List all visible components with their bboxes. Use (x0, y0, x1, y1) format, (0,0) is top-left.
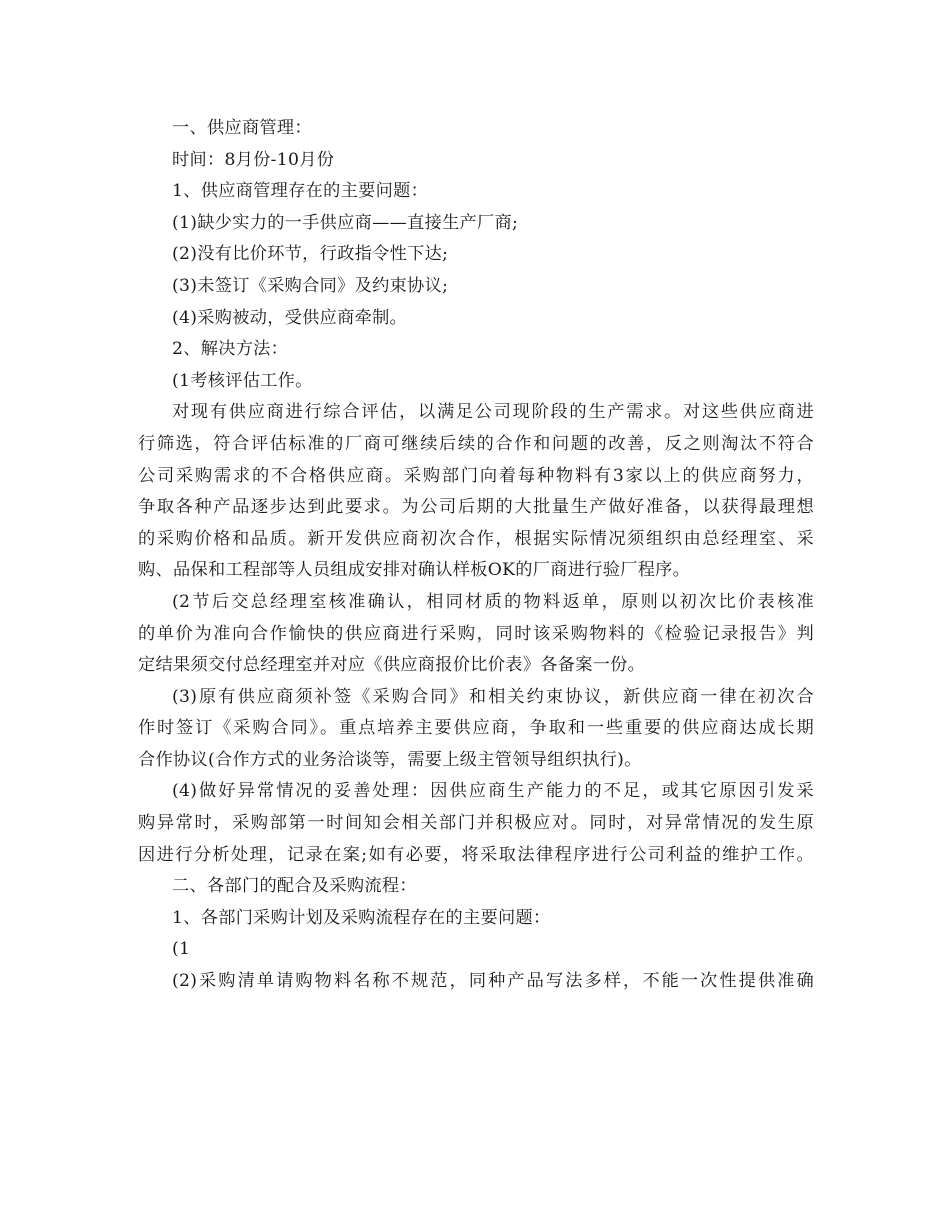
text-line: 购异常时，采购部第一时间知会相关部门并积极应对。同时，对异常情况的发生原 (138, 813, 814, 834)
text-line: 时间：8月份-10月份 (172, 149, 335, 170)
text-line: 的单价为准向合作愉快的供应商进行采购，同时该采购物料的《检验记录报告》判 (138, 623, 814, 644)
document-body (138, 113, 814, 998)
text-line: 二、各部门的配合及采购流程： (172, 876, 417, 897)
text-line: (4)做好异常情况的妥善处理：因供应商生产能力的不足，或其它原因引发采 (172, 781, 814, 802)
text-line: (1)缺少实力的一手供应商——直接生产厂商; (172, 212, 519, 233)
text-line: (3)未签订《采购合同》及约束协议; (172, 275, 449, 296)
text-line: 公司采购需求的不合格供应商。采购部门向着每种物料有3家以上的供应商努力， (138, 465, 814, 486)
text-line: 定结果须交付总经理室并对应《供应商报价比价表》各备案一份。 (138, 655, 646, 676)
text-line: (4)采购被动，受供应商牵制。 (172, 307, 408, 328)
text-line: 行筛选，符合评估标准的厂商可继续后续的合作和问题的改善，反之则淘汰不符合 (138, 433, 814, 454)
text-line: 因进行分析处理，记录在案;如有必要，将采取法律程序进行公司利益的维护工作。 (138, 844, 814, 865)
text-line: (3)原有供应商须补签《采购合同》和相关约束协议，新供应商一律在初次合 (172, 686, 814, 707)
text-line: 的采购价格和品质。新开发供应商初次合作，根据实际情况须组织由总经理室、采 (138, 528, 814, 549)
text-line: (2节后交总经理室核准确认，相同材质的物料返单，原则以初次比价表核准 (172, 591, 814, 612)
text-line: 合作协议(合作方式的业务洽谈等，需要上级主管领导组织执行)。 (138, 749, 642, 770)
text-line: 一、供应商管理： (172, 118, 312, 138)
text-line: (2)没有比价环节，行政指令性下达; (172, 244, 449, 265)
text-line: 对现有供应商进行综合评估，以满足公司现阶段的生产需求。对这些供应商进 (172, 402, 814, 423)
text-line: (1考核评估工作。 (172, 370, 313, 391)
text-line: 作时签订《采购合同》。重点培养主要供应商，争取和一些重要的供应商达成长期 (138, 718, 814, 739)
text-line: 购、品保和工程部等人员组成安排对确认样板OK的厂商进行验厂程序。 (138, 560, 691, 581)
text-line: (2)采购清单请购物料名称不规范，同种产品写法多样，不能一次性提供准确 (172, 971, 814, 992)
text-line: (1 (172, 939, 191, 960)
text-line: 2、解决方法： (172, 339, 289, 360)
text-line: 争取各种产品逐步达到此要求。为公司后期的大批量生产做好准备，以获得最理想 (138, 497, 814, 518)
text-line: 1、各部门采购计划及采购流程存在的主要问题： (172, 907, 551, 928)
text-line: 1、供应商管理存在的主要问题： (172, 181, 429, 202)
